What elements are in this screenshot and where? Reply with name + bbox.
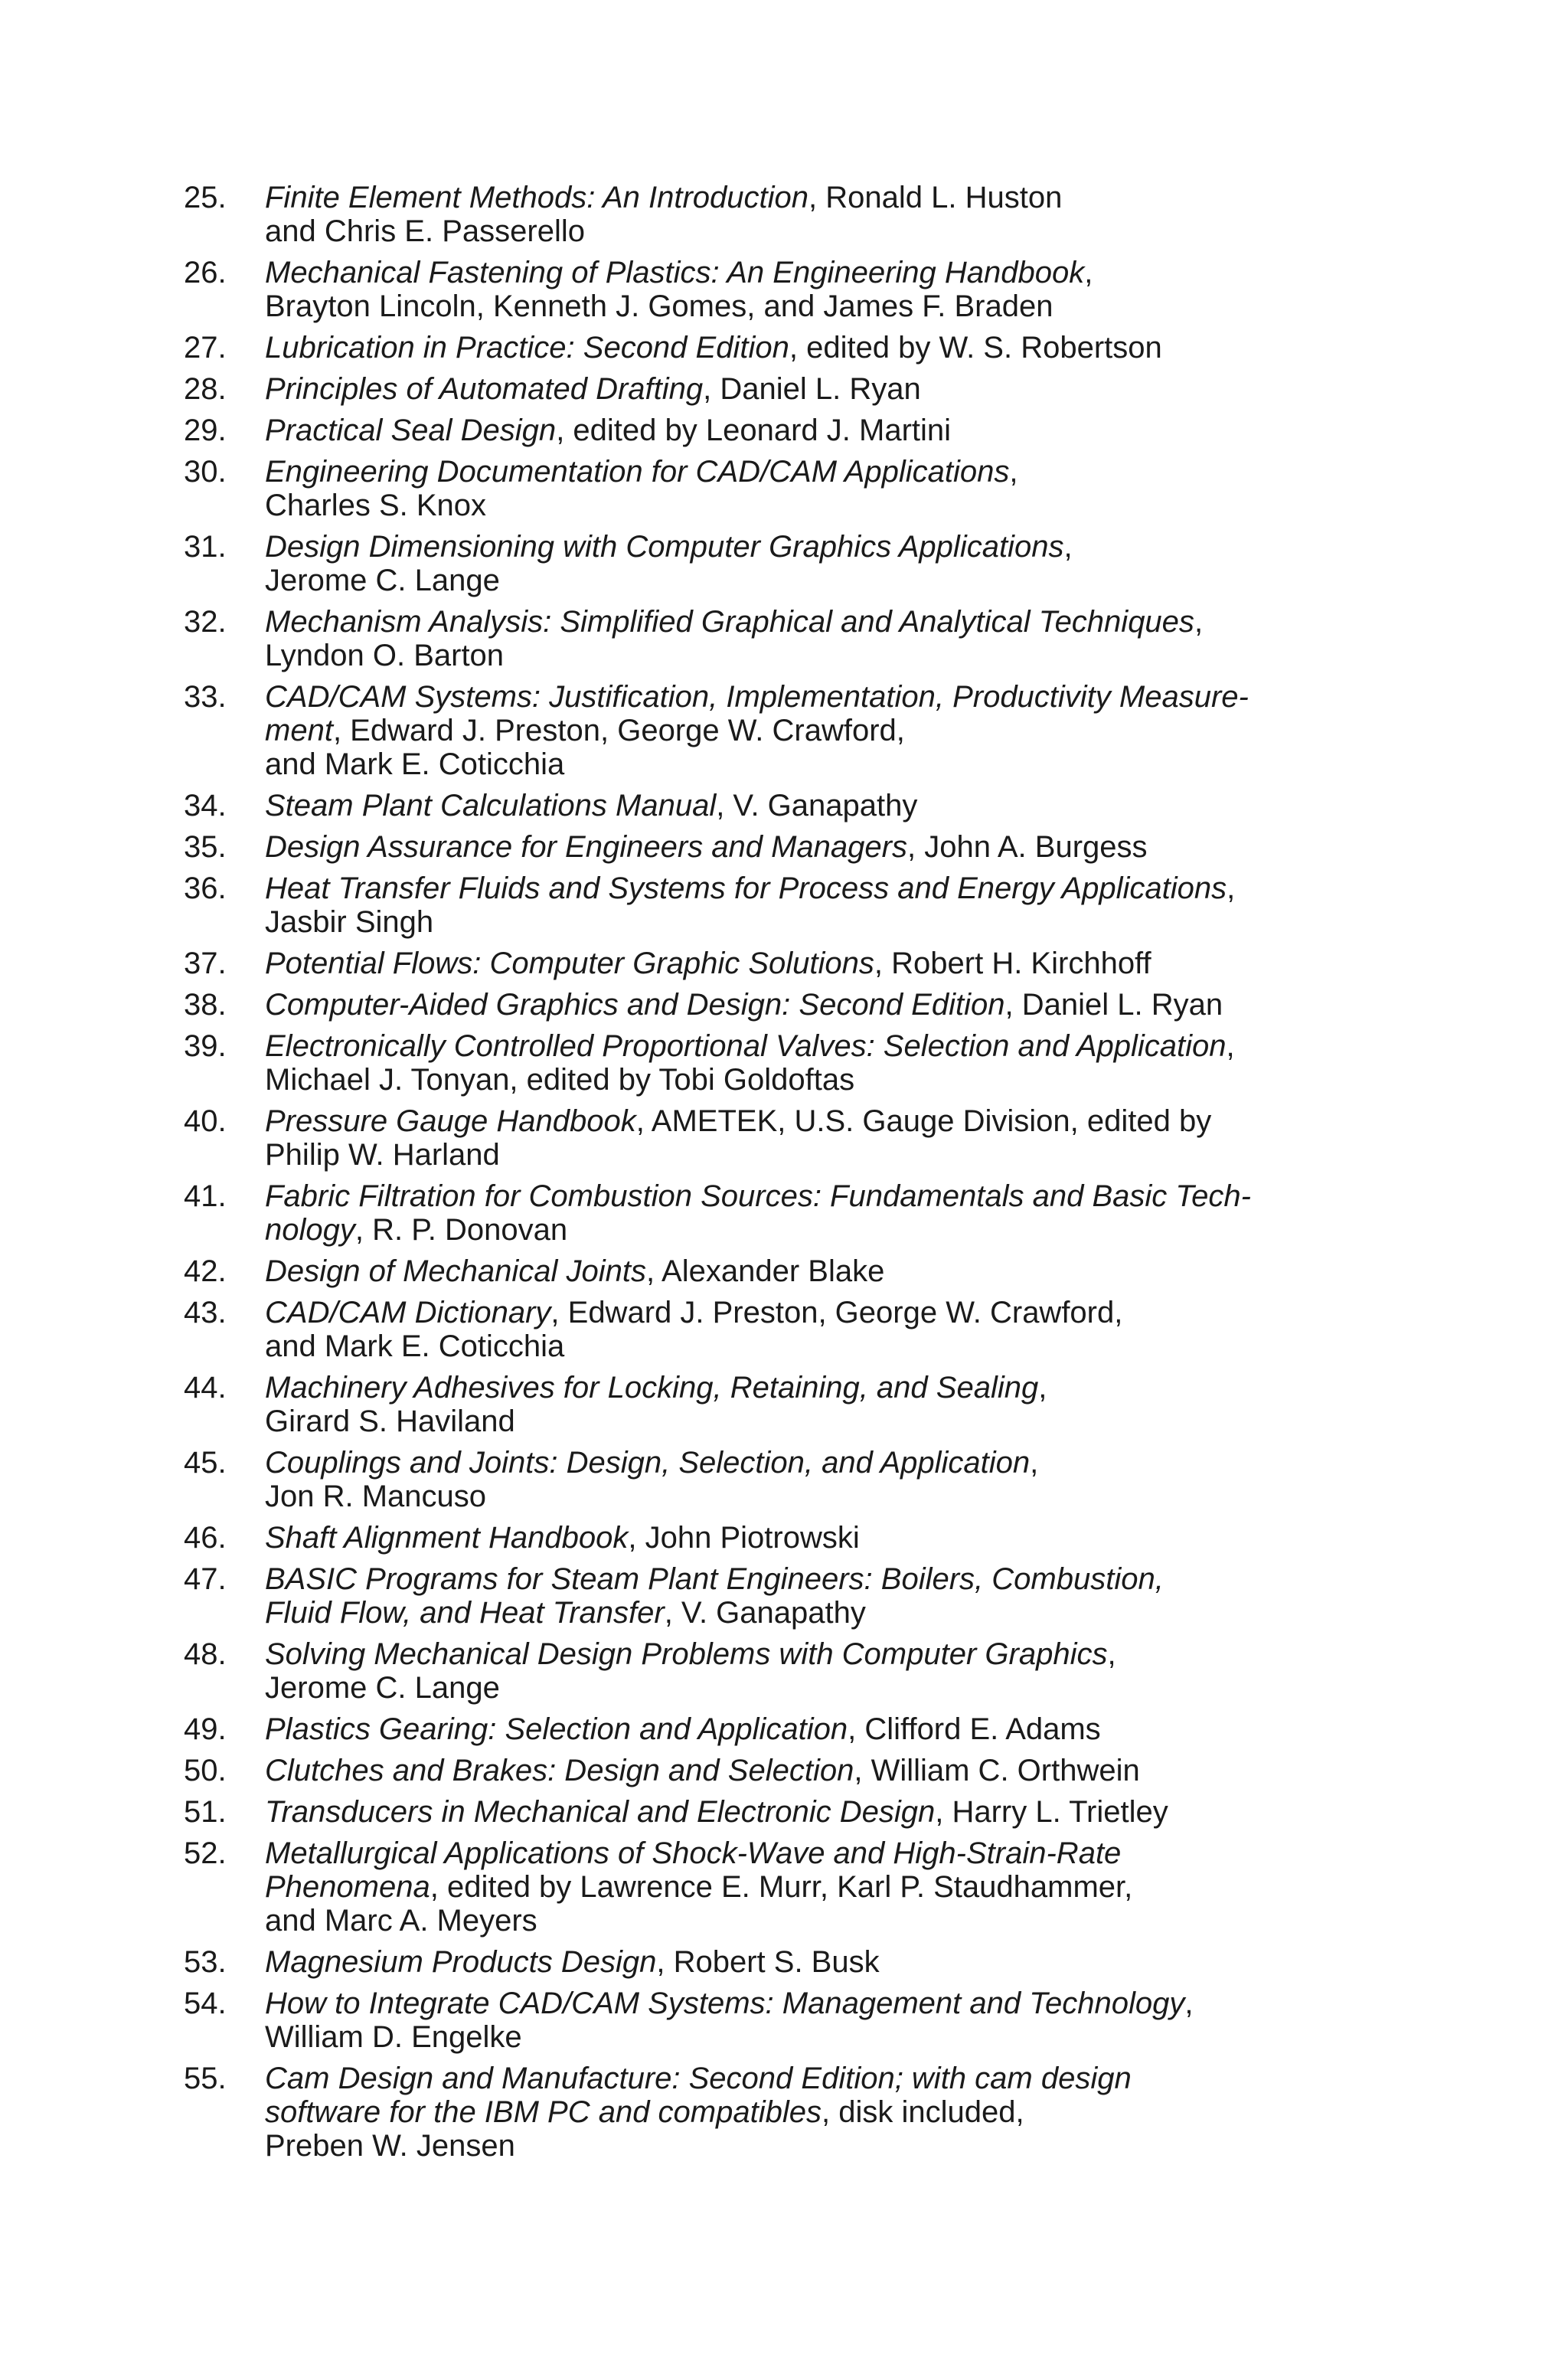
entry-title-text: Lubrication in Practice: Second Edition bbox=[265, 331, 789, 365]
entry-line bbox=[265, 1987, 1378, 2020]
entry-author-text: Brayton Lincoln, Kenneth J. Gomes, and James F. Braden bbox=[265, 289, 1054, 323]
entry-text bbox=[265, 872, 1378, 939]
series-entry bbox=[184, 789, 1378, 822]
entry-text bbox=[265, 1562, 1378, 1630]
series-entry bbox=[184, 1254, 1378, 1288]
entry-title-text: Solving Mechanical Design Problems with Computer Graphics bbox=[265, 1637, 1108, 1671]
entry-line bbox=[265, 1754, 1378, 1787]
entry-number: 26. bbox=[184, 256, 227, 289]
entry-line bbox=[265, 414, 1378, 447]
entry-text bbox=[265, 530, 1378, 597]
entry-line bbox=[265, 1712, 1378, 1746]
entry-text bbox=[265, 789, 1378, 822]
entry-number: 39. bbox=[184, 1029, 227, 1063]
entry-author-text: , Daniel L. Ryan bbox=[1004, 988, 1223, 1022]
entry-number: 42. bbox=[184, 1254, 227, 1288]
entry-text bbox=[265, 1104, 1378, 1172]
entry-title-text: Transducers in Mechanical and Electronic Design bbox=[265, 1795, 936, 1829]
entry-line bbox=[265, 789, 1378, 822]
entry-text bbox=[265, 1712, 1378, 1746]
entry-line bbox=[265, 1795, 1378, 1829]
entry-title-text: CAD/CAM Systems: Justification, Implementation, Productivity Measure- bbox=[265, 680, 1249, 714]
entry-title-text: Mechanical Fastening of Plastics: An Engineering Handbook bbox=[265, 256, 1085, 289]
entry-line bbox=[265, 872, 1378, 905]
entry-line bbox=[265, 214, 1378, 248]
entry-number: 51. bbox=[184, 1795, 227, 1829]
entry-author-text: , John A. Burgess bbox=[906, 830, 1148, 864]
entry-number: 43. bbox=[184, 1296, 227, 1329]
entry-text bbox=[265, 455, 1378, 522]
series-title-list bbox=[184, 181, 1378, 2170]
entry-line bbox=[265, 1213, 1378, 1247]
entry-text bbox=[265, 947, 1378, 980]
entry-title-text: Magnesium Products Design bbox=[265, 1945, 657, 1979]
entry-title-text: How to Integrate CAD/CAM Systems: Management and Technology bbox=[265, 1987, 1185, 2020]
entry-title-text: Heat Transfer Fluids and Systems for Process and Energy Applications bbox=[265, 872, 1227, 905]
entry-author-text: , edited by W. S. Robertson bbox=[789, 331, 1162, 365]
entry-line bbox=[265, 489, 1378, 522]
entry-number: 33. bbox=[184, 680, 227, 714]
entry-text bbox=[265, 830, 1378, 864]
series-entry bbox=[184, 455, 1378, 522]
series-entry bbox=[184, 1795, 1378, 1829]
series-entry bbox=[184, 1562, 1378, 1630]
entry-line bbox=[265, 1596, 1378, 1630]
entry-line bbox=[265, 639, 1378, 672]
series-entry bbox=[184, 680, 1378, 781]
entry-title-text: Plastics Gearing: Selection and Application bbox=[265, 1712, 848, 1746]
entry-author-text: and Chris E. Passerello bbox=[265, 214, 585, 248]
entry-number: 31. bbox=[184, 530, 227, 564]
entry-author-text: Michael J. Tonyan, edited by Tobi Goldoftas bbox=[265, 1063, 855, 1097]
entry-text bbox=[265, 1179, 1378, 1247]
entry-text bbox=[265, 988, 1378, 1022]
entry-title-text: Finite Element Methods: An Introduction bbox=[265, 181, 808, 214]
entry-author-text: , bbox=[1107, 1637, 1116, 1671]
entry-number: 46. bbox=[184, 1521, 227, 1555]
entry-text bbox=[265, 1029, 1378, 1097]
entry-title-text: Fabric Filtration for Combustion Sources: Fundamentals and Basic Tech- bbox=[265, 1179, 1251, 1213]
entry-title-text: Practical Seal Design bbox=[265, 414, 557, 447]
entry-author-text: Jasbir Singh bbox=[265, 905, 434, 939]
entry-line bbox=[265, 680, 1378, 714]
entry-author-text: , edited by Lawrence E. Murr, Karl P. Staudhammer, bbox=[430, 1870, 1133, 1904]
entry-title-text: nology bbox=[265, 1213, 355, 1247]
entry-title-text: software for the IBM PC and compatibles bbox=[265, 2095, 822, 2129]
entry-author-text: , Harry L. Trietley bbox=[935, 1795, 1168, 1829]
entry-line bbox=[265, 714, 1378, 747]
series-entry bbox=[184, 414, 1378, 447]
entry-text bbox=[265, 1254, 1378, 1288]
entry-line bbox=[265, 181, 1378, 214]
entry-text bbox=[265, 1795, 1378, 1829]
entry-line bbox=[265, 1446, 1378, 1480]
entry-title-text: Fluid Flow, and Heat Transfer bbox=[265, 1596, 665, 1630]
entry-author-text: , disk included, bbox=[822, 2095, 1024, 2129]
series-entry bbox=[184, 947, 1378, 980]
entry-line bbox=[265, 372, 1378, 406]
entry-number: 38. bbox=[184, 988, 227, 1022]
entry-line bbox=[265, 564, 1378, 597]
series-entry bbox=[184, 1637, 1378, 1705]
entry-text bbox=[265, 414, 1378, 447]
entry-text bbox=[265, 1637, 1378, 1705]
series-entry bbox=[184, 181, 1378, 248]
entry-number: 34. bbox=[184, 789, 227, 822]
series-entry bbox=[184, 2062, 1378, 2163]
entry-line bbox=[265, 1405, 1378, 1438]
entry-line bbox=[265, 1945, 1378, 1979]
entry-author-text: , Ronald L. Huston bbox=[808, 181, 1063, 214]
entry-line bbox=[265, 1371, 1378, 1405]
entry-author-text: , bbox=[1038, 1371, 1047, 1405]
entry-author-text: , bbox=[1063, 530, 1073, 564]
entry-author-text: , V. Ganapathy bbox=[716, 789, 918, 822]
entry-line bbox=[265, 905, 1378, 939]
entry-title-text: BASIC Programs for Steam Plant Engineers: Boilers, Combustion, bbox=[265, 1562, 1164, 1596]
entry-text bbox=[265, 372, 1378, 406]
entry-title-text: Phenomena bbox=[265, 1870, 430, 1904]
entry-line bbox=[265, 1329, 1378, 1363]
entry-author-text: , William C. Orthwein bbox=[854, 1754, 1140, 1787]
entry-line bbox=[265, 605, 1378, 639]
entry-author-text: Charles S. Knox bbox=[265, 489, 487, 522]
entry-number: 32. bbox=[184, 605, 227, 639]
entry-text bbox=[265, 256, 1378, 323]
entry-author-text: Jerome C. Lange bbox=[265, 564, 500, 597]
entry-title-text: CAD/CAM Dictionary bbox=[265, 1296, 551, 1329]
series-entry bbox=[184, 331, 1378, 365]
entry-line bbox=[265, 1296, 1378, 1329]
series-entry bbox=[184, 1104, 1378, 1172]
entry-title-text: Metallurgical Applications of Shock-Wave and High-Strain-Rate bbox=[265, 1836, 1122, 1870]
entry-title-text: Shaft Alignment Handbook bbox=[265, 1521, 629, 1555]
entry-author-text: , bbox=[1030, 1446, 1039, 1480]
entry-line bbox=[265, 331, 1378, 365]
entry-line bbox=[265, 947, 1378, 980]
entry-author-text: , bbox=[1009, 455, 1018, 489]
entry-author-text: , R. P. Donovan bbox=[354, 1213, 568, 1247]
entry-number: 55. bbox=[184, 2062, 227, 2095]
entry-author-text: and Mark E. Coticchia bbox=[265, 1329, 565, 1363]
entry-line bbox=[265, 1138, 1378, 1172]
entry-author-text: Jon R. Mancuso bbox=[265, 1480, 487, 1513]
entry-line bbox=[265, 1063, 1378, 1097]
entry-number: 41. bbox=[184, 1179, 227, 1213]
entry-line bbox=[265, 830, 1378, 864]
entry-author-text: Girard S. Haviland bbox=[265, 1405, 515, 1438]
entry-author-text: , Robert S. Busk bbox=[656, 1945, 880, 1979]
entry-line bbox=[265, 1904, 1378, 1938]
entry-author-text: and Marc A. Meyers bbox=[265, 1904, 537, 1938]
entry-title-text: Design Assurance for Engineers and Managers bbox=[265, 830, 907, 864]
entry-title-text: Computer-Aided Graphics and Design: Second Edition bbox=[265, 988, 1005, 1022]
entry-title-text: Engineering Documentation for CAD/CAM Applications bbox=[265, 455, 1010, 489]
entry-author-text: , bbox=[1226, 1029, 1235, 1063]
entry-line bbox=[265, 2020, 1378, 2054]
entry-title-text: Mechanism Analysis: Simplified Graphical and Analytical Techniques bbox=[265, 605, 1194, 639]
entry-line bbox=[265, 747, 1378, 781]
entry-author-text: , bbox=[1227, 872, 1236, 905]
entry-text bbox=[265, 181, 1378, 248]
series-entry bbox=[184, 1712, 1378, 1746]
entry-line bbox=[265, 1179, 1378, 1213]
entry-author-text: , Daniel L. Ryan bbox=[703, 372, 921, 406]
entry-number: 37. bbox=[184, 947, 227, 980]
series-entry bbox=[184, 530, 1378, 597]
entry-number: 35. bbox=[184, 830, 227, 864]
entry-title-text: Machinery Adhesives for Locking, Retaining, and Sealing bbox=[265, 1371, 1039, 1405]
entry-author-text: Lyndon O. Barton bbox=[265, 639, 505, 672]
entry-line bbox=[265, 455, 1378, 489]
series-entry bbox=[184, 1521, 1378, 1555]
entry-text bbox=[265, 1521, 1378, 1555]
series-entry bbox=[184, 1945, 1378, 1979]
entry-title-text: Pressure Gauge Handbook bbox=[265, 1104, 636, 1138]
series-entry bbox=[184, 372, 1378, 406]
entry-number: 45. bbox=[184, 1446, 227, 1480]
entry-author-text: , Edward J. Preston, George W. Crawford, bbox=[550, 1296, 1123, 1329]
entry-line bbox=[265, 2062, 1378, 2095]
entry-number: 50. bbox=[184, 1754, 227, 1787]
entry-title-text: Design of Mechanical Joints bbox=[265, 1254, 647, 1288]
entry-title-text: Couplings and Joints: Design, Selection, and Application bbox=[265, 1446, 1031, 1480]
entry-line bbox=[265, 2129, 1378, 2163]
entry-title-text: Cam Design and Manufacture: Second Edition; with cam design bbox=[265, 2062, 1132, 2095]
entry-line bbox=[265, 1637, 1378, 1671]
entry-number: 29. bbox=[184, 414, 227, 447]
entry-number: 40. bbox=[184, 1104, 227, 1138]
series-entry bbox=[184, 1029, 1378, 1097]
entry-title-text: Clutches and Brakes: Design and Selection bbox=[265, 1754, 854, 1787]
entry-line bbox=[265, 1104, 1378, 1138]
entry-title-text: Potential Flows: Computer Graphic Solutions bbox=[265, 947, 874, 980]
entry-number: 52. bbox=[184, 1836, 227, 1870]
entry-line bbox=[265, 1836, 1378, 1870]
entry-author-text: , V. Ganapathy bbox=[664, 1596, 866, 1630]
entry-line bbox=[265, 1562, 1378, 1596]
entry-text bbox=[265, 1754, 1378, 1787]
entry-number: 54. bbox=[184, 1987, 227, 2020]
entry-number: 48. bbox=[184, 1637, 227, 1671]
series-entry bbox=[184, 1296, 1378, 1363]
entry-text bbox=[265, 1945, 1378, 1979]
entry-text bbox=[265, 2062, 1378, 2163]
entry-text bbox=[265, 680, 1378, 781]
series-entry bbox=[184, 1446, 1378, 1513]
entry-author-text: , bbox=[1184, 1987, 1194, 2020]
series-entry bbox=[184, 1836, 1378, 1938]
series-entry bbox=[184, 605, 1378, 672]
entry-author-text: , John Piotrowski bbox=[628, 1521, 860, 1555]
entry-line bbox=[265, 1029, 1378, 1063]
entry-author-text: Preben W. Jensen bbox=[265, 2129, 515, 2163]
entry-line bbox=[265, 289, 1378, 323]
entry-line bbox=[265, 1480, 1378, 1513]
entry-text bbox=[265, 331, 1378, 365]
entry-line bbox=[265, 1870, 1378, 1904]
series-entry bbox=[184, 988, 1378, 1022]
entry-line bbox=[265, 1671, 1378, 1705]
entry-number: 49. bbox=[184, 1712, 227, 1746]
series-entry bbox=[184, 1371, 1378, 1438]
series-entry bbox=[184, 1754, 1378, 1787]
entry-title-text: Electronically Controlled Proportional Valves: Selection and Application bbox=[265, 1029, 1227, 1063]
entry-author-text: , Clifford E. Adams bbox=[848, 1712, 1101, 1746]
entry-number: 28. bbox=[184, 372, 227, 406]
entry-author-text: William D. Engelke bbox=[265, 2020, 522, 2054]
entry-line bbox=[265, 2095, 1378, 2129]
entry-title-text: Design Dimensioning with Computer Graphics Applications bbox=[265, 530, 1064, 564]
entry-author-text: , edited by Leonard J. Martini bbox=[556, 414, 952, 447]
entry-title-text: Principles of Automated Drafting bbox=[265, 372, 704, 406]
entry-line bbox=[265, 256, 1378, 289]
entry-line bbox=[265, 1254, 1378, 1288]
entry-number: 27. bbox=[184, 331, 227, 365]
entry-author-text: , bbox=[1084, 256, 1093, 289]
entry-text bbox=[265, 1296, 1378, 1363]
entry-title-text: Steam Plant Calculations Manual bbox=[265, 789, 717, 822]
entry-line bbox=[265, 530, 1378, 564]
entry-text bbox=[265, 1987, 1378, 2054]
entry-line bbox=[265, 988, 1378, 1022]
series-entry bbox=[184, 1987, 1378, 2054]
series-entry bbox=[184, 1179, 1378, 1247]
entry-number: 47. bbox=[184, 1562, 227, 1596]
entry-text bbox=[265, 605, 1378, 672]
entry-author-text: and Mark E. Coticchia bbox=[265, 747, 565, 781]
entry-title-text: ment bbox=[265, 714, 333, 747]
entry-line bbox=[265, 1521, 1378, 1555]
entry-text bbox=[265, 1446, 1378, 1513]
entry-author-text: , AMETEK, U.S. Gauge Division, edited by bbox=[635, 1104, 1212, 1138]
entry-author-text: Philip W. Harland bbox=[265, 1138, 500, 1172]
entry-number: 30. bbox=[184, 455, 227, 489]
series-entry bbox=[184, 256, 1378, 323]
entry-author-text: , Alexander Blake bbox=[646, 1254, 885, 1288]
entry-number: 44. bbox=[184, 1371, 227, 1405]
series-entry bbox=[184, 830, 1378, 864]
entry-number: 36. bbox=[184, 872, 227, 905]
entry-text bbox=[265, 1836, 1378, 1938]
entry-author-text: Jerome C. Lange bbox=[265, 1671, 500, 1705]
entry-author-text: , Robert H. Kirchhoff bbox=[874, 947, 1152, 980]
entry-number: 53. bbox=[184, 1945, 227, 1979]
entry-number: 25. bbox=[184, 181, 227, 214]
entry-author-text: , Edward J. Preston, George W. Crawford, bbox=[332, 714, 905, 747]
series-entry bbox=[184, 872, 1378, 939]
entry-author-text: , bbox=[1194, 605, 1204, 639]
entry-text bbox=[265, 1371, 1378, 1438]
